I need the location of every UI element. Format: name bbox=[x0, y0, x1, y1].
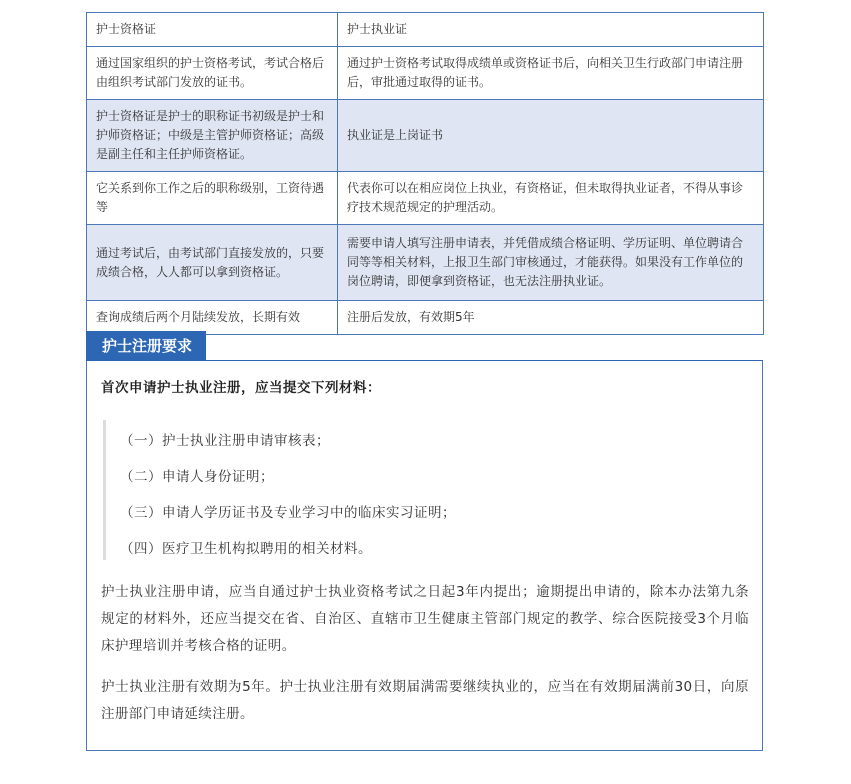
table-cell: 它关系到你工作之后的职称级别，工资待遇等 bbox=[87, 172, 338, 225]
table-row bbox=[87, 172, 764, 225]
paragraph-registration-deadline: 护士执业注册申请，应当自通过护士执业资格考试之日起3年内提出；逾期提出申请的，除本办法第九条规定的材料外，还应当提交在省、自治区、直辖市卫生健康主管部门规定的教学、综合医院接受3个月临床护理培训并考核合格的证明。 bbox=[101, 584, 749, 654]
list-item: （四）医疗卫生机构拟聘用的相关材料。 bbox=[120, 541, 372, 557]
paragraph-registration-validity: 护士执业注册有效期为5年。护士执业注册有效期届满需要继续执业的，应当在有效期届满前30日，向原注册部门申请延续注册。 bbox=[101, 679, 749, 722]
table-cell: 需要申请人填写注册申请表，并凭借成绩合格证明、学历证明、单位聘请合同等等相关材料，上报卫生部门审核通过，才能获得。如果没有工作单位的岗位聘请，即便拿到资格证，也无法注册执业证。 bbox=[338, 225, 764, 301]
table-cell: 通过护士资格考试取得成绩单或资格证书后，向相关卫生行政部门申请注册后，审批通过取得的证书。 bbox=[338, 47, 764, 100]
table-header-row bbox=[87, 13, 764, 47]
table-cell: 代表你可以在相应岗位上执业，有资格证，但未取得执业证者，不得从事诊疗技术规范规定的护理活动。 bbox=[338, 172, 764, 225]
materials-list bbox=[103, 420, 466, 560]
list-item: （一）护士执业注册申请审核表； bbox=[120, 433, 330, 449]
table-row bbox=[87, 225, 764, 301]
list-item: （二）申请人身份证明； bbox=[120, 469, 274, 485]
table-row bbox=[87, 100, 764, 172]
table-cell: 护士资格证是护士的职称证书初级是护士和护师资格证；中级是主管护师资格证；高级是副主任和主任护师资格证。 bbox=[87, 100, 338, 172]
table-cell: 通过考试后，由考试部门直接发放的，只要成绩合格，人人都可以拿到资格证。 bbox=[87, 225, 338, 301]
section-intro: 首次申请护士执业注册，应当提交下列材料： bbox=[101, 380, 381, 396]
table-cell: 注册后发放，有效期5年 bbox=[338, 301, 764, 335]
section-title: 护士注册要求 bbox=[86, 331, 206, 361]
table-row bbox=[87, 301, 764, 335]
comparison-table bbox=[86, 12, 764, 335]
table-cell: 执业证是上岗证书 bbox=[338, 100, 764, 172]
table-cell: 通过国家组织的护士资格考试，考试合格后由组织考试部门发放的证书。 bbox=[87, 47, 338, 100]
header-cell-nurse-practice: 护士执业证 bbox=[338, 13, 764, 47]
list-item: （三）申请人学历证书及专业学习中的临床实习证明； bbox=[120, 505, 456, 521]
table-cell: 查询成绩后两个月陆续发放，长期有效 bbox=[87, 301, 338, 335]
table-row bbox=[87, 47, 764, 100]
header-cell-nurse-qualification: 护士资格证 bbox=[87, 13, 338, 47]
